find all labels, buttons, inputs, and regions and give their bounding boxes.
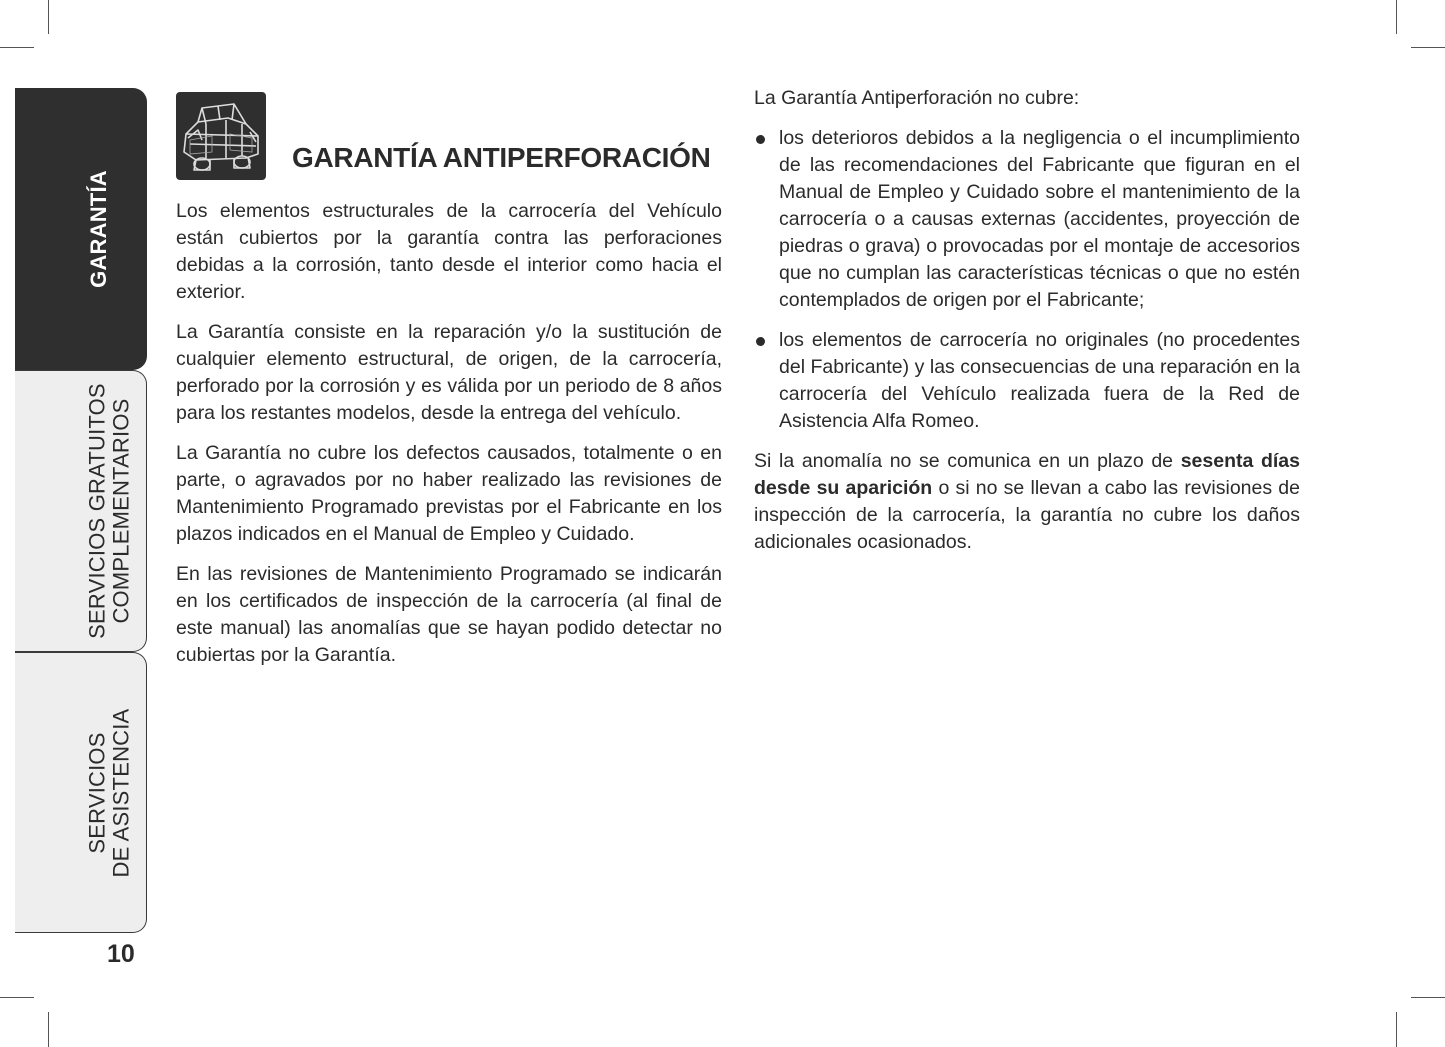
tab-label-line: GARANTÍA bbox=[85, 170, 111, 288]
paragraph: En las revisiones de Mantenimiento Programado se indicarán en los certificados de inspección de la carrocería (al final de este manual) las anomalías que se hayan podido detectar no cubiertas por la Garantía. bbox=[176, 563, 722, 666]
crop-mark bbox=[1411, 47, 1445, 48]
page-number: 10 bbox=[107, 940, 135, 968]
tab-servicios-asistencia-label bbox=[86, 708, 134, 877]
right-column bbox=[754, 85, 1300, 569]
paragraph: La Garantía consiste en la reparación y/o la sustitución de cualquier elemento estructural, de origen, de la carrocería, perforado por la corrosión y es válida por un periodo de 8 años para los restantes modelos, desde la entrega del vehículo. bbox=[176, 321, 722, 424]
tab-servicios-gratuitos-label bbox=[86, 383, 134, 639]
closing-text: o si no se llevan a cabo las revisiones de inspección de la carrocería, la garantía no cubre los daños adicionales ocasionados. bbox=[754, 477, 1300, 553]
crop-mark bbox=[1396, 0, 1397, 34]
car-body-frame-icon bbox=[176, 92, 266, 180]
list-item: los deterioros debidos a la negligencia o el incumplimiento de las recomendaciones del Fabricante que figuran en el Manual de Empleo y Cuidado sobre el mantenimiento de la carrocería o a causas externas (accidentes, proyección de piedras o grava) o provocadas por el montaje de accesorios que no cumplan las características técnicas o que no estén contemplados de origen por el Fabricante; bbox=[754, 125, 1300, 314]
tab-label-line: SERVICIOS bbox=[84, 731, 110, 854]
intro-text: La Garantía Antiperforación no cubre: bbox=[754, 87, 1080, 109]
tab-garantia-label bbox=[87, 170, 111, 288]
crop-mark bbox=[0, 47, 34, 48]
tab-garantia[interactable] bbox=[15, 88, 147, 370]
crop-mark bbox=[48, 0, 49, 34]
left-column bbox=[176, 198, 722, 682]
exclusions-list bbox=[754, 125, 1300, 435]
tab-servicios-gratuitos[interactable] bbox=[15, 370, 147, 652]
crop-mark bbox=[1396, 1012, 1397, 1047]
tab-label-line: DE ASISTENCIA bbox=[108, 708, 134, 877]
crop-mark bbox=[48, 1012, 49, 1047]
section-title: GARANTÍA ANTIPERFORACIÓN bbox=[292, 142, 711, 173]
list-item: los elementos de carrocería no originales (no procedentes del Fabricante) y las consecuencias de una reparación en la carrocería del Vehículo realizada fuera de la Red de Asistencia Alfa Romeo. bbox=[754, 327, 1300, 435]
crop-mark bbox=[1411, 997, 1445, 998]
closing-paragraph bbox=[754, 448, 1300, 556]
closing-emphasis: sesenta días desde su aparición bbox=[754, 450, 1300, 499]
crop-mark bbox=[0, 997, 34, 998]
tab-label-line: COMPLEMENTARIOS bbox=[108, 398, 134, 624]
tab-servicios-asistencia[interactable] bbox=[15, 652, 147, 933]
paragraph: Los elementos estructurales de la carrocería del Vehículo están cubiertos por la garantía contra las perforaciones debidas a la corrosión, tanto desde el interior como hacia el exterior. bbox=[176, 200, 722, 303]
paragraph: La Garantía no cubre los defectos causados, totalmente o en parte, o agravados por no haber realizado las revisiones de Mantenimiento Programado previstas por el Fabricante en los plazos indicados en el Manual de Empleo y Cuidado. bbox=[176, 442, 722, 545]
tab-label-line: SERVICIOS GRATUITOS bbox=[84, 383, 110, 639]
closing-text: Si la anomalía no se comunica en un plazo de bbox=[754, 450, 1181, 472]
